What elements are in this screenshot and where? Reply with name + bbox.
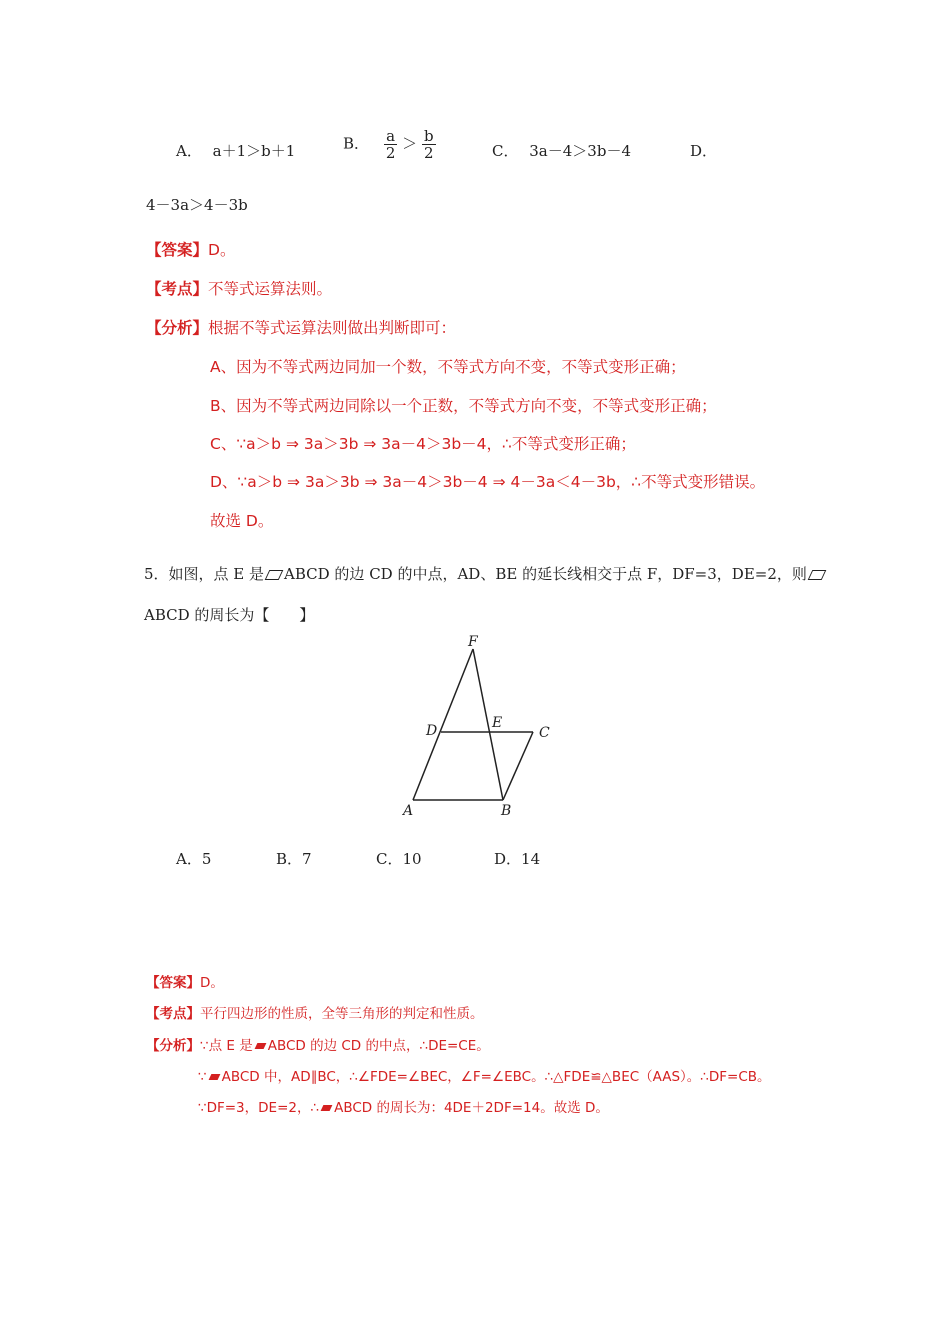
option-a-text: a＋1＞b＋1 bbox=[212, 142, 296, 160]
point-text: 平行四边形的性质，全等三角形的判定和性质。 bbox=[200, 1006, 484, 1022]
q5-analysis-line3 bbox=[198, 1096, 609, 1116]
q4-point-line bbox=[146, 277, 332, 299]
q5-answer-line bbox=[146, 971, 224, 991]
parallelogram-icon bbox=[265, 570, 284, 580]
option-d-letter: D． bbox=[690, 142, 718, 160]
fraction-den-b: 2 bbox=[423, 144, 434, 162]
q4-answer-line bbox=[146, 238, 235, 260]
q4-analysis-c: C、∵a＞b ⇒ 3a＞3b ⇒ 3a－4＞3b－4，∴不等式变形正确； bbox=[210, 435, 636, 453]
analysis-tag: 【分析】 bbox=[146, 319, 209, 337]
analysis3-post: ABCD 的周长为：4DE＋2DF=14。故选 D。 bbox=[334, 1100, 609, 1116]
option-c bbox=[492, 140, 631, 161]
q5-option-d: D．14 bbox=[494, 850, 541, 868]
q4-analysis-d: D、∵a＞b ⇒ 3a＞3b ⇒ 3a－4＞3b－4 ⇒ 4－3a＜4－3b，∴不等式变形错误。 bbox=[210, 473, 766, 491]
option-a-letter: A． bbox=[176, 142, 202, 160]
q5-analysis-line bbox=[146, 1034, 490, 1054]
line-cb bbox=[503, 732, 533, 800]
fraction-a-over-2 bbox=[384, 128, 398, 161]
option-b bbox=[343, 128, 436, 161]
fraction-b-over-2 bbox=[422, 128, 436, 161]
q5-line1-pre: 5．如图，点 E 是 bbox=[144, 565, 265, 583]
q5-question-line2: ABCD 的周长为【 】 bbox=[144, 606, 315, 624]
q5-option-b: B．7 bbox=[276, 850, 312, 868]
label-e: E bbox=[492, 715, 503, 731]
answer-tag: 【答案】 bbox=[146, 241, 209, 259]
q4-analysis-b: B、因为不等式两边同除以一个正数，不等式方向不变，不等式变形正确； bbox=[210, 397, 717, 415]
analysis2-post: ABCD 中，AD∥BC，∴∠FDE=∠BEC，∠F=∠EBC。∴△FDE≌△BEC（AAS）。∴DF=CB。 bbox=[221, 1069, 771, 1085]
answer-tag: 【答案】 bbox=[146, 975, 200, 991]
parallelogram-icon bbox=[808, 570, 827, 580]
q4-analysis-line bbox=[146, 316, 456, 338]
q5-line1-post: ABCD 的边 CD 的中点，AD、BE 的延长线相交于点 F，DF=3，DE=2，则 bbox=[284, 565, 807, 583]
label-f: F bbox=[468, 635, 478, 650]
option-a bbox=[176, 140, 295, 161]
label-b: B bbox=[501, 803, 512, 819]
option-b-letter: B． bbox=[343, 134, 370, 153]
analysis2-pre: ∵ bbox=[198, 1069, 207, 1085]
point-tag: 【考点】 bbox=[146, 1006, 200, 1022]
fraction-num-b: b bbox=[423, 127, 434, 145]
q5-option-a: A．5 bbox=[176, 850, 212, 868]
label-c: C bbox=[539, 725, 550, 741]
q5-question-line1 bbox=[144, 563, 827, 584]
gt-sign: ＞ bbox=[402, 134, 418, 153]
point-text: 不等式运算法则。 bbox=[208, 280, 333, 298]
point-tag: 【考点】 bbox=[146, 280, 209, 298]
analysis-pre: ∵点 E 是 bbox=[200, 1038, 253, 1054]
analysis-text: 根据不等式运算法则做出判断即可： bbox=[208, 319, 457, 337]
answer-text: D。 bbox=[208, 241, 236, 259]
parallelogram-icon bbox=[321, 1105, 333, 1111]
q5-option-c: C．10 bbox=[376, 850, 422, 868]
parallelogram-icon bbox=[208, 1074, 220, 1080]
q5-point-line bbox=[146, 1002, 484, 1022]
q5-analysis-line2 bbox=[198, 1065, 771, 1085]
label-a: A bbox=[403, 803, 414, 819]
option-c-letter: C． bbox=[492, 142, 519, 160]
analysis-tag: 【分析】 bbox=[146, 1038, 200, 1054]
fraction-den-a: 2 bbox=[385, 144, 396, 162]
parallelogram-figure bbox=[395, 635, 565, 825]
q4-analysis-a: A、因为不等式两边同加一个数，不等式方向不变，不等式变形正确； bbox=[210, 358, 686, 376]
analysis-post: ABCD 的边 CD 的中点，∴DE=CE。 bbox=[267, 1038, 490, 1054]
label-d: D bbox=[426, 723, 438, 739]
line-af bbox=[413, 649, 473, 800]
option-c-text: 3a－4＞3b－4 bbox=[529, 142, 631, 160]
option-d-text: 4－3a＞4－3b bbox=[146, 196, 248, 214]
q4-conclusion: 故选 D。 bbox=[210, 512, 274, 530]
analysis3-pre: ∵DF=3，DE=2，∴ bbox=[198, 1100, 320, 1116]
answer-text: D。 bbox=[200, 975, 224, 991]
fraction-num-a: a bbox=[384, 128, 398, 145]
parallelogram-icon bbox=[254, 1043, 266, 1049]
